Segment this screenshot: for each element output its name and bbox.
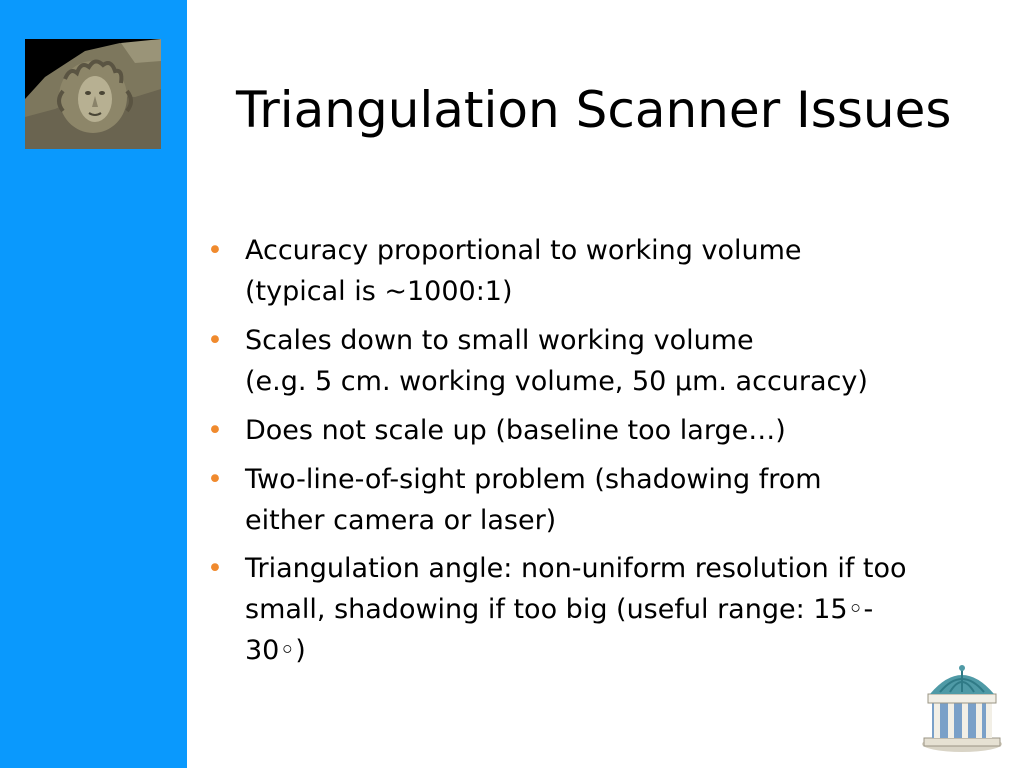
bullet-text-line: (typical is ~1000:1): [245, 276, 513, 307]
bullet-item: [207, 459, 997, 541]
pavilion-logo-icon: [918, 660, 1006, 754]
stone-relief-image: [25, 39, 161, 149]
bullet-dot-icon: •: [207, 235, 223, 266]
bullet-text-line: Accuracy proportional to working volume: [245, 235, 802, 266]
bullet-item: [207, 548, 997, 671]
bullet-text-line: either camera or laser): [245, 505, 557, 536]
bullet-text-line: Triangulation angle: non-uniform resolution if too: [245, 553, 907, 584]
bullet-item: [207, 320, 997, 402]
bullet-item: [207, 410, 997, 451]
bullet-text-line: (e.g. 5 cm. working volume, 50 μm. accuracy): [245, 366, 868, 397]
bullet-text-line: Does not scale up (baseline too large…): [245, 415, 786, 446]
bullet-text-line: 30◦): [245, 635, 306, 666]
bullet-text-line: small, shadowing if too big (useful range: 15◦-: [245, 594, 874, 625]
bullet-dot-icon: •: [207, 415, 223, 446]
bullet-item: [207, 230, 997, 312]
slide-title: Triangulation Scanner Issues: [236, 81, 952, 139]
bullet-text-line: Two-line-of-sight problem (shadowing from: [245, 464, 822, 495]
bullet-text-line: Scales down to small working volume: [245, 325, 754, 356]
bullet-dot-icon: •: [207, 553, 223, 584]
bullet-dot-icon: •: [207, 325, 223, 356]
bullet-dot-icon: •: [207, 464, 223, 495]
